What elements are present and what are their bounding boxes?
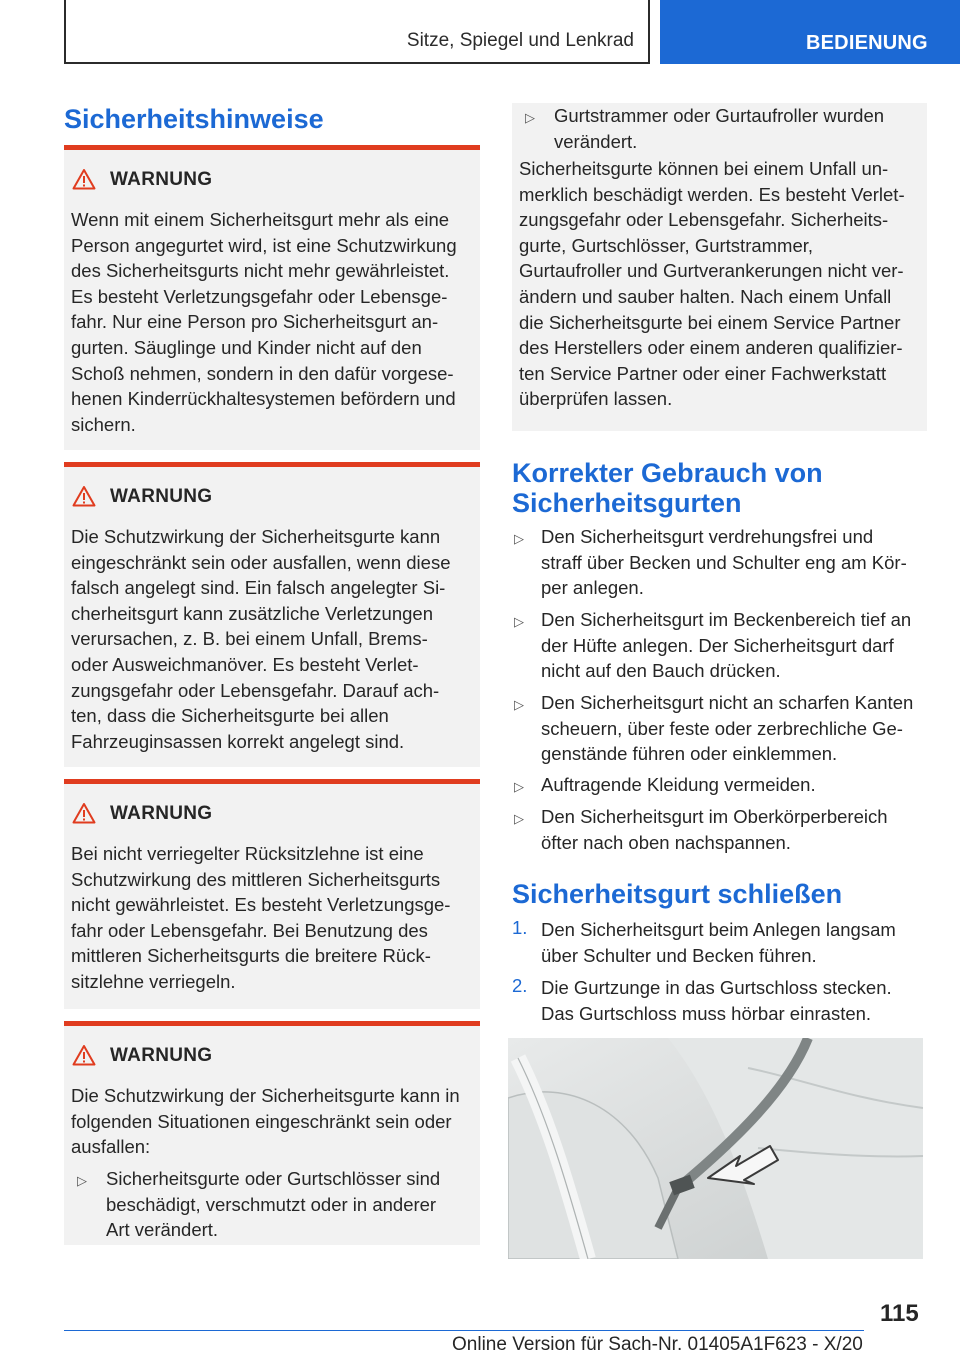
warning-text: Wenn mit einem Sicherheitsgurt mehr als eine Person angegurtet wird, ist eine Schutzwirkung des Sicherheitsgurts nicht mehr gewährleistet. Es besteht Verletzungsgefahr oder Lebensge- fahr. Nur eine Person pro Sicherheitsgurt an- gurten. Säuglinge und Kinder nicht auf den Schoß nehmen, sondern in den dafür vorgese- henen Kinderrückhaltesystemen befördern und sichern.	[71, 209, 457, 435]
header-section-title: Sitze, Spiegel und Lenkrad	[406, 30, 634, 51]
warning-box-3	[64, 779, 480, 1009]
warning-box-4	[64, 1021, 480, 1245]
step-text: Den Sicherheitsgurt beim Anlegen langsam über Schulter und Becken führen.	[541, 919, 896, 966]
bullet-glyph: ▷	[514, 697, 524, 712]
bullet-glyph: ▷	[514, 779, 524, 794]
warning-triangle-icon	[72, 168, 96, 190]
list-item: Den Sicherheitsgurt im Beckenbereich tief an der Hüfte anlegen. Der Sicherheitsgurt darf nicht auf den Bauch drücken.	[541, 609, 912, 682]
step-text: Die Gurtzunge in das Gurtschloss stecken. Das Gurtschloss muss hörbar einrasten.	[541, 977, 892, 1024]
warning-triangle-icon	[72, 802, 96, 824]
step-number: 1.	[512, 917, 528, 938]
header-chapter-label: BEDIENUNG	[806, 32, 928, 54]
warning-box-2	[64, 462, 480, 767]
warning-triangle-icon	[72, 1044, 96, 1066]
warning-title: WARNUNG	[110, 169, 213, 190]
page-number: 115	[880, 1300, 919, 1327]
bullet-glyph: ▷	[514, 614, 524, 629]
list-item: Den Sicherheitsgurt nicht an scharfen Kanten scheuern, über feste oder zerbrechliche Ge- genstände führen oder einklemmen.	[541, 692, 914, 765]
warning-triangle-icon	[72, 485, 96, 507]
warning-bullet-text: Sicherheitsgurte oder Gurtschlösser sind beschädigt, verschmutzt oder in anderer Art verändert.	[106, 1168, 441, 1241]
warning-text: Sicherheitsgurte können bei einem Unfall un- merklich beschädigt werden. Es besteht Verlet- zungsgefahr oder Lebensgefahr. Sicherheits- gurte, Gurtschlösser, Gurtstrammer, Gurtaufroller und Gurtverankerungen nicht ver- ändern und sauber halten. Nach einem Unfall die Sicherheitsgurte bei einem Service Partner des Herstellers oder einem anderen qualifizier- ten Service Partner oder einer Fachwerkstatt überprüfen lassen.	[519, 158, 905, 410]
header-section-box	[64, 0, 650, 64]
warning-text: Die Schutzwirkung der Sicherheitsgurte kann eingeschränkt sein oder ausfallen, wenn diese falsch angelegt sind. Ein falsch angelegter Si- cherheitsgurt kann zusätzliche Verletzungen verursachen, z. B. bei einem Unfall, Brems- oder Ausweichmanöver. Es besteht Verlet- zungsgefahr oder Lebensgefahr. Darauf ach- ten, dass die Sicherheitsgurte bei allen Fahrzeuginsassen korrekt angelegt sind.	[71, 526, 451, 752]
heading-gurt-schliessen: Sicherheitsgurt schließen	[512, 879, 843, 909]
seatbelt-illustration	[508, 1038, 923, 1259]
warning-title: WARNUNG	[110, 486, 213, 507]
warning-bullet-text: Gurtstrammer oder Gurtaufroller wurden verändert.	[554, 105, 885, 152]
list-item: Den Sicherheitsgurt im Oberkörperbereich öfter nach oben nachspannen.	[541, 806, 888, 853]
warning-title: WARNUNG	[110, 803, 213, 824]
bullet-glyph: ▷	[514, 531, 524, 546]
step-number: 2.	[512, 975, 528, 996]
heading-korrekter-gebrauch: Korrekter Gebrauch von Sicherheitsgurten	[512, 458, 823, 518]
bullet-glyph: ▷	[77, 1173, 87, 1188]
warning-box-4-continued	[512, 103, 927, 431]
warning-box-1	[64, 145, 480, 450]
warning-text: Die Schutzwirkung der Sicherheitsgurte kann in folgenden Situationen eingeschränkt sein oder ausfallen:	[71, 1085, 460, 1158]
warning-text: Bei nicht verriegelter Rücksitzlehne ist eine Schutzwirkung des mittleren Sicherheitsgurts nicht gewährleistet. Es besteht Verletzungsge- fahr oder Lebensgefahr. Bei Benutzung des mittleren Sicherheitsgurts die breitere Rück- sitzlehne verriegeln.	[71, 843, 451, 992]
list-item: Auftragende Kleidung vermeiden.	[541, 774, 816, 795]
seatbelt-illustration-drawing	[508, 1038, 923, 1259]
footer-version-text: Online Version für Sach-Nr. 01405A1F623 - X/20	[452, 1334, 863, 1355]
footer-divider	[64, 1330, 864, 1331]
bullet-glyph: ▷	[525, 110, 535, 125]
warning-title: WARNUNG	[110, 1045, 213, 1066]
heading-sicherheitshinweise: Sicherheitshinweise	[64, 104, 324, 134]
bullet-glyph: ▷	[514, 811, 524, 826]
header-chapter-tab	[660, 0, 960, 64]
list-item: Den Sicherheitsgurt verdrehungsfrei und straff über Becken und Schulter eng am Kör- per anlegen.	[541, 526, 907, 599]
